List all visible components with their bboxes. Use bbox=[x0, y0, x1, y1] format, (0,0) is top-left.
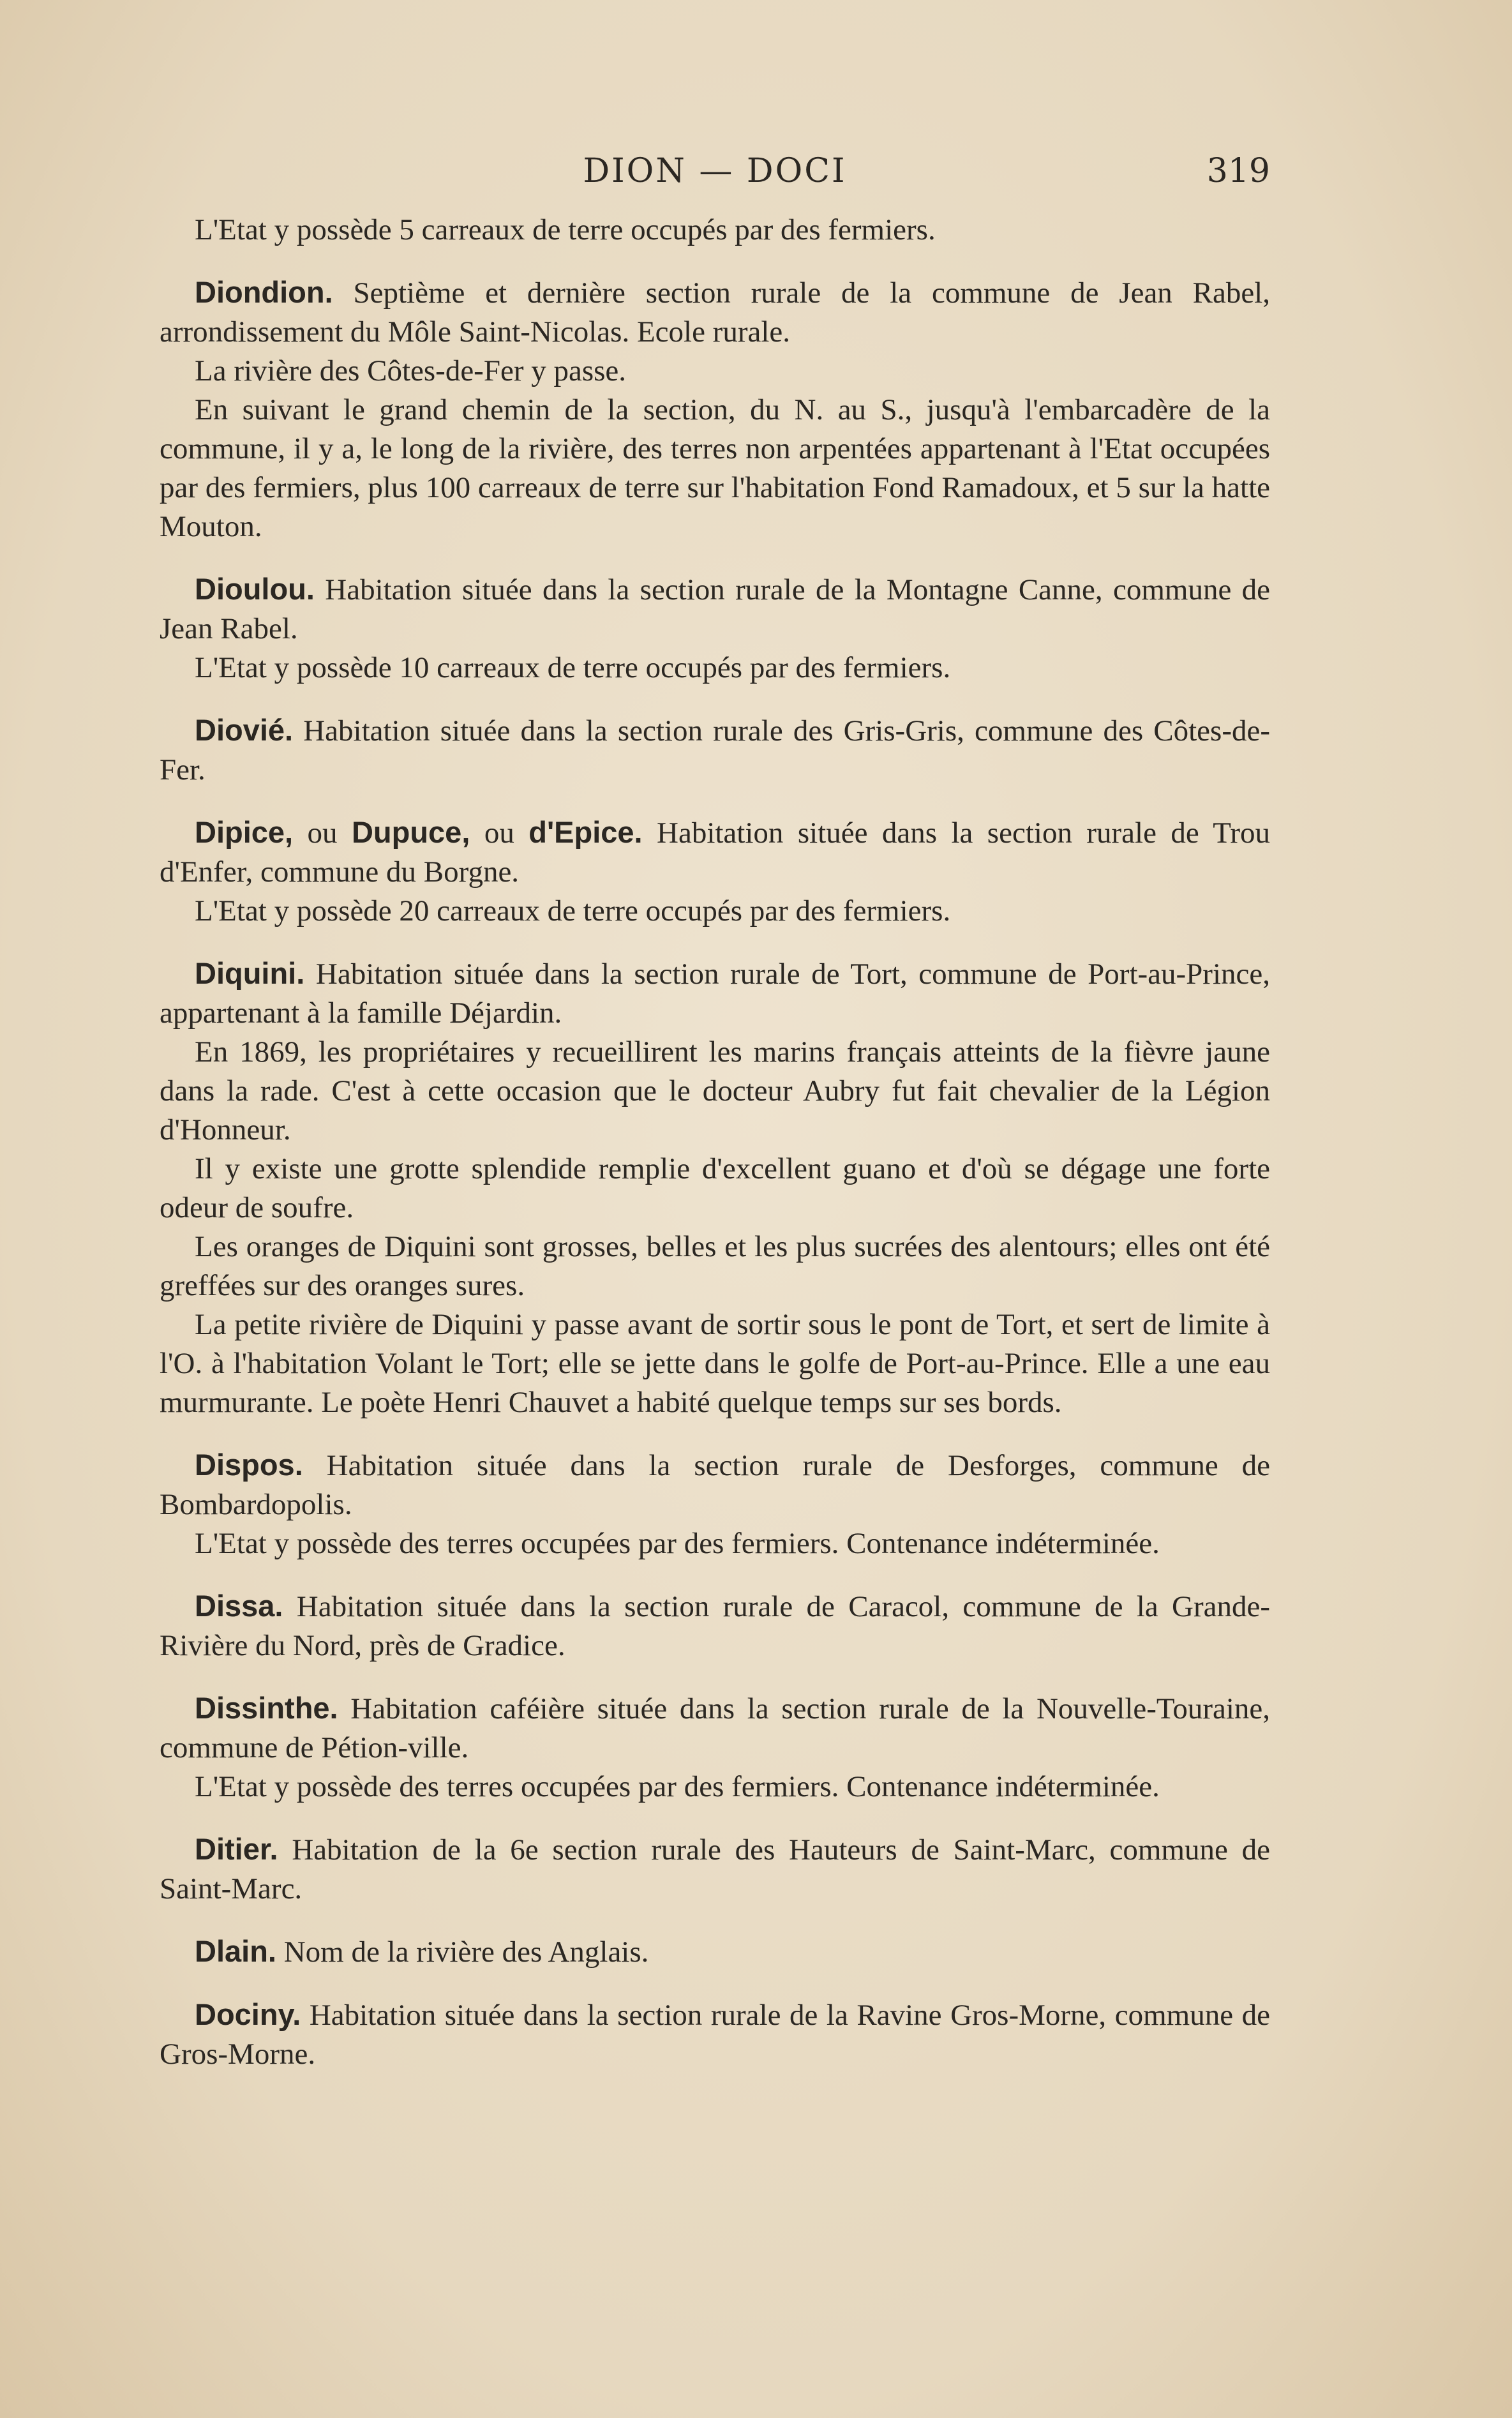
entry-ditier bbox=[160, 1829, 1270, 1909]
entry-first-paragraph bbox=[160, 569, 1270, 649]
entry-paragraph: Les oranges de Diquini sont grosses, belles et les plus sucrées des alentours; elles ont été greffées sur des oranges sures. bbox=[160, 1230, 1270, 1302]
running-head: DION — DOCI bbox=[583, 152, 847, 190]
entry-first-paragraph bbox=[160, 1829, 1270, 1909]
entry-first-paragraph bbox=[160, 273, 1270, 352]
entry-dociny bbox=[160, 1995, 1270, 2074]
entry-headword: Diquini. bbox=[195, 956, 305, 990]
entry-headword: Dlain. bbox=[195, 1934, 276, 1968]
entry-paragraph: L'Etat y possède 5 carreaux de terre occupés par des fermiers. bbox=[195, 213, 936, 246]
entry-text: Habitation située dans la section rurale de Trou d'Enfer, commune du Borgne. bbox=[160, 816, 1271, 889]
entry-text: Habitation située dans la section rurale de Tort, commune de Port-au-Prince, appartenant à la famille Déjardin. bbox=[160, 957, 1270, 1030]
page-body bbox=[160, 211, 1270, 2097]
entry-headword-variant: Dupuce, bbox=[351, 815, 470, 849]
entry-first-paragraph bbox=[160, 954, 1270, 1033]
entry-headword: Dissinthe. bbox=[195, 1691, 338, 1725]
entry-first-paragraph bbox=[160, 710, 1270, 790]
entry-dispos bbox=[160, 1445, 1270, 1563]
entry-first-paragraph bbox=[160, 1932, 1270, 1972]
entry-headword: Dipice, bbox=[195, 815, 294, 849]
entry-headword: Diovié. bbox=[195, 713, 294, 747]
entry-paragraph: En 1869, les propriétaires y recueillirent les marins français atteints de la fièvre jaune dans la rade. C'est à cette occasion que le docteur Aubry fut fait chevalier de la Légion d'Honneur. bbox=[160, 1035, 1270, 1146]
entry-first-paragraph bbox=[160, 1995, 1270, 2074]
entry-headword: Dispos. bbox=[195, 1448, 303, 1482]
entry-dissinthe bbox=[160, 1688, 1270, 1806]
entry-paragraph: L'Etat y possède des terres occupées par des fermiers. Contenance indéterminée. bbox=[195, 1770, 1160, 1803]
entry-headword: Diondion. bbox=[195, 275, 333, 309]
entry-diquini bbox=[160, 954, 1270, 1422]
entry-dlain bbox=[160, 1932, 1270, 1972]
entry bbox=[160, 211, 1270, 250]
entry-dissa bbox=[160, 1586, 1270, 1665]
entry-paragraph: L'Etat y possède 20 carreaux de terre occupés par des fermiers. bbox=[195, 894, 951, 927]
entry-paragraph: La petite rivière de Diquini y passe avant de sortir sous le pont de Tort, et sert de limite à l'O. à l'habitation Volant le Tort; elle se jette dans le golfe de Port-au-Prince. Elle a une eau murmurante. Le poète Henri Chauvet a habité quelque temps sur ses bords. bbox=[160, 1308, 1270, 1419]
entry-text: Nom de la rivière des Anglais. bbox=[276, 1935, 649, 1969]
entry-headword: Dissa. bbox=[195, 1589, 283, 1623]
entry-connector: ou bbox=[470, 816, 529, 850]
page-header bbox=[160, 152, 1270, 197]
entry-headword: Dioulou. bbox=[195, 572, 315, 606]
entry-headword: Dociny. bbox=[195, 1997, 301, 2031]
entry-headword-variant: d'Epice. bbox=[528, 815, 643, 849]
entry-connector: ou bbox=[293, 816, 352, 850]
entry-text: Habitation située dans la section rurale des Gris-Gris, commune des Côtes-de-Fer. bbox=[160, 714, 1270, 786]
entry-text: Habitation située dans la section rurale de la Ravine Gros-Morne, commune de Gros-Morne. bbox=[160, 1999, 1270, 2071]
entry-diovie bbox=[160, 710, 1270, 790]
entry-text: Habitation située dans la section rurale de Caracol, commune de la Grande-Rivière du Nord, près de Gradice. bbox=[160, 1590, 1270, 1662]
entry-text: Septième et dernière section rurale de la commune de Jean Rabel, arrondissement du Môle Saint-Nicolas. Ecole rurale. bbox=[160, 276, 1270, 349]
entry-text: Habitation de la 6e section rurale des Hauteurs de Saint-Marc, commune de Saint-Marc. bbox=[160, 1833, 1270, 1905]
entry-text: Habitation située dans la section rurale de Desforges, commune de Bombardopolis. bbox=[160, 1449, 1270, 1521]
entry-dioulou bbox=[160, 569, 1270, 687]
entry-text: Habitation caféière située dans la section rurale de la Nouvelle-Touraine, commune de Pétion-ville. bbox=[160, 1692, 1270, 1764]
entry-text: Habitation située dans la section rurale de la Montagne Canne, commune de Jean Rabel. bbox=[160, 573, 1270, 645]
entry-headword: Ditier. bbox=[195, 1832, 278, 1866]
entry-first-paragraph bbox=[160, 1688, 1270, 1768]
entry-paragraph: En suivant le grand chemin de la section, du N. au S., jusqu'à l'embarcadère de la commune, il y a, le long de la rivière, des terres non arpentées appartenant à l'Etat occupées par des fermiers, plus 100 carreaux de terre sur l'habitation Fond Ramadoux, et 5 sur la hatte Mouton. bbox=[160, 393, 1270, 543]
entry-dipice bbox=[160, 813, 1270, 931]
entry-paragraph: La rivière des Côtes-de-Fer y passe. bbox=[195, 354, 627, 387]
entry-paragraph: L'Etat y possède des terres occupées par des fermiers. Contenance indéterminée. bbox=[195, 1527, 1160, 1560]
entry-first-paragraph bbox=[160, 1445, 1270, 1524]
entry-paragraph: Il y existe une grotte splendide remplie d'excellent guano et d'où se dégage une forte odeur de soufre. bbox=[160, 1152, 1270, 1224]
page-number: 319 bbox=[1206, 152, 1270, 190]
entry-diondion bbox=[160, 273, 1270, 546]
entry-first-paragraph bbox=[160, 813, 1270, 892]
entry-first-paragraph bbox=[160, 1586, 1270, 1665]
entry-paragraph: L'Etat y possède 10 carreaux de terre occupés par des fermiers. bbox=[195, 651, 951, 684]
